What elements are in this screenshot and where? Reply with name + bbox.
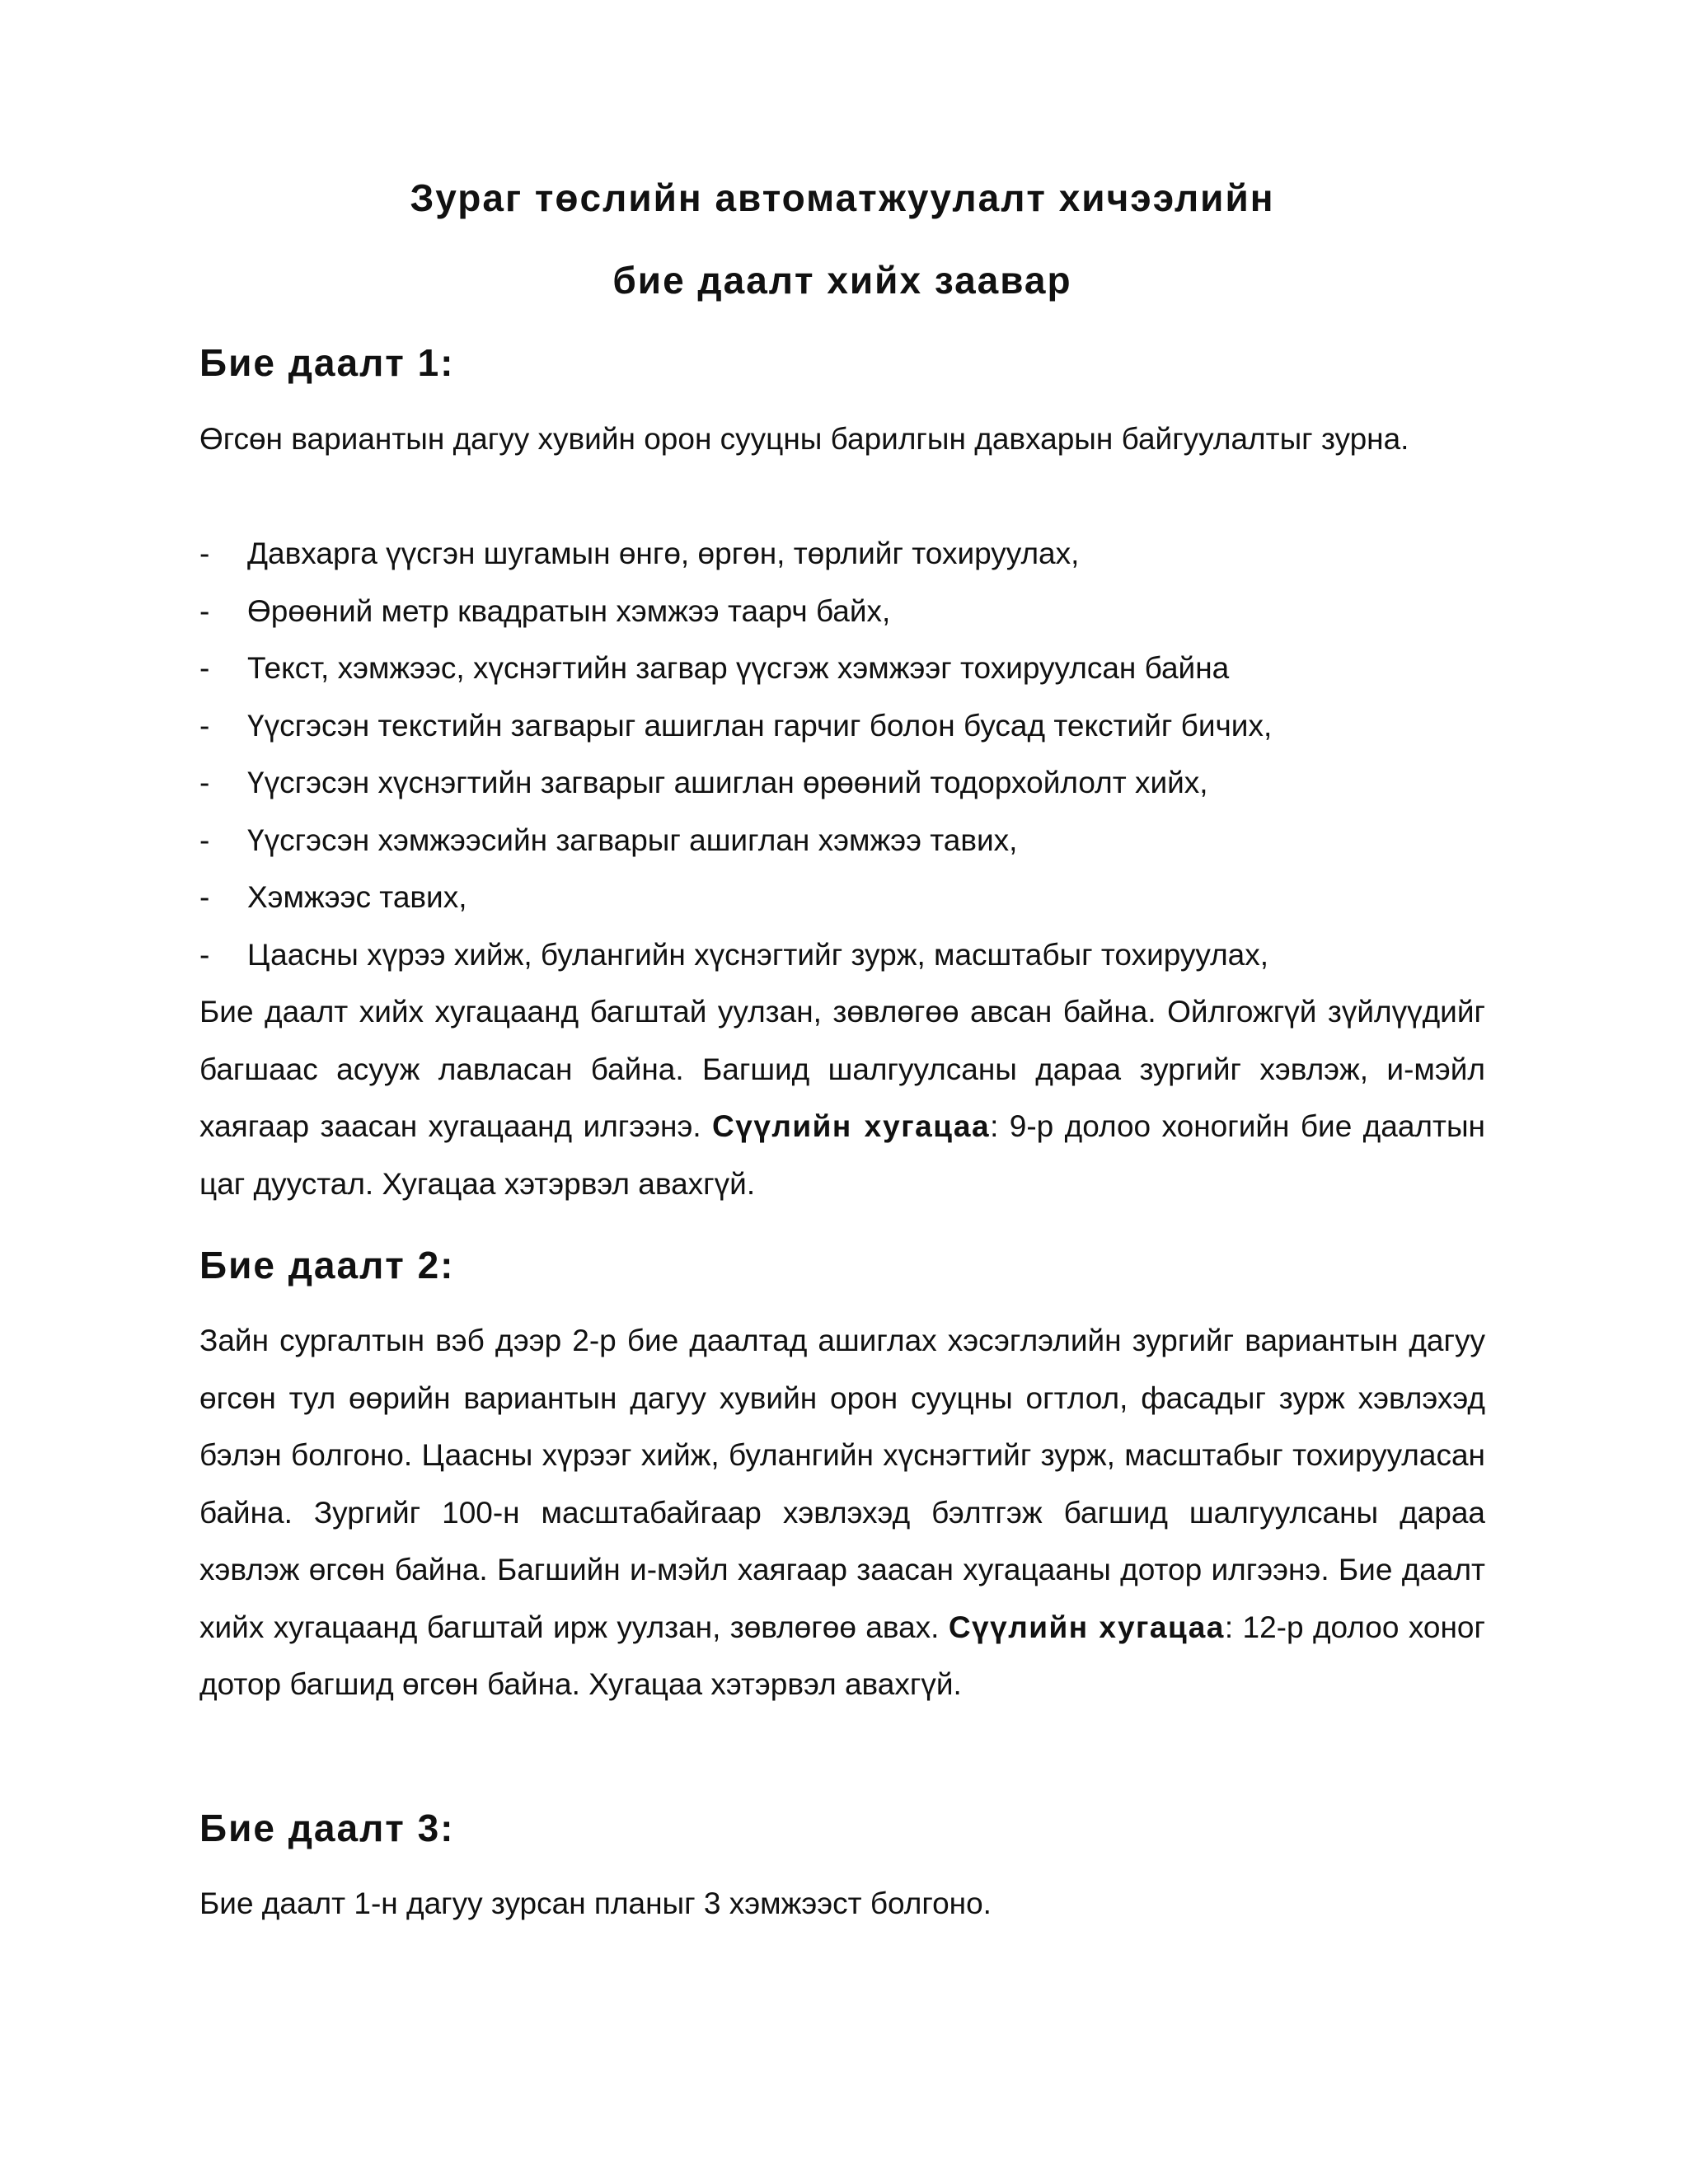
list-item-text: Үүсгэсэн хэмжээсийн загварыг ашиглан хэмжээ тавих, [247,823,1018,857]
section-1-body-text: Бие даалт хийх хугацаанд багштай уулзан, зөвлөгөө авсан байна. Ойлгожгүй зүйлүүдийг багшаас асууж лавласан байна. Багшид шалгуулсаны дараа зургийг хэвлэж, и-мэйл хаягаар заасан хугацаанд илгээнэ. [199,995,1485,1143]
section-1-heading: Бие даалт 1: [199,341,455,384]
list-bullet: - [199,593,210,628]
section-1-intro: Өгсөн вариантын дагуу хувийн орон сууцны барилгын давхарын байгуулалтыг зурна. [199,422,1409,456]
section-2-deadline-label: Сүүлийн хугацаа [948,1610,1225,1644]
list-bullet: - [199,651,210,685]
list-item-text: Өрөөний метр квадратын хэмжээ таарч байх, [247,593,891,628]
list-item-text: Үүсгэсэн хүснэгтийн загварыг ашиглан өрөөний тодорхойлолт хийх, [247,766,1208,799]
list-item [199,583,1485,640]
section-2-heading: Бие даалт 2: [199,1244,455,1286]
list-item [199,754,1485,812]
list-item-text: Цаасны хүрээ хийж, булангийн хүснэгтийг зурж, масштабыг тохируулах, [247,937,1269,972]
list-item [199,525,1485,583]
list-item-text: Текст, хэмжээс, хүснэгтийн загвар үүсгэж хэмжээг тохируулсан байна [247,651,1230,685]
list-bullet: - [199,766,210,799]
section-3-body: Бие даалт 1-н дагуу зурсан планыг 3 хэмжээст болгоно. [199,1886,992,1920]
list-item [199,640,1485,697]
section-2-deadline-text: : 12-р долоо хоног дотор багшид өгсөн байна. Хугацаа хэтэрвэл авахгүй. [199,1610,1486,1701]
list-bullet: - [199,880,210,914]
list-item-text: Давхарга үүсгэн шугамын өнгө, өргөн, төрлийг тохируулах, [247,537,1080,570]
list-bullet: - [199,937,210,972]
section-3-heading: Бие даалт 3: [199,1807,455,1849]
section-1-body [199,983,1485,1212]
section-2-body [199,1312,1485,1713]
list-item-text: Үүсгэсэн текстийн загварыг ашиглан гарчиг болон бусад текстийг бичих, [247,708,1273,743]
list-item [199,926,1485,984]
list-bullet: - [199,823,210,857]
list-item [199,812,1485,869]
list-item-text: Хэмжээс тавих, [247,880,467,914]
list-item [199,697,1485,755]
section-1-deadline-text: : 9-р долоо хоногийн бие даалтын цаг дуустал. Хугацаа хэтэрвэл авахгүй. [199,1109,1485,1201]
list-item [199,869,1485,926]
section-1-deadline-label: Сүүлийн хугацаа [712,1109,991,1143]
section-1-requirement-list [199,525,1485,983]
document-title-line-2: бие даалт хийх заавар [612,259,1072,302]
section-2-body-text: Зайн сургалтын вэб дээр 2-р бие даалтад ашиглах хэсэглэлийн зургийг вариантын дагуу өгсөн тул өөрийн вариантын дагуу хувийн орон сууцны огтлол, фасадыг зурж хэвлэхэд бэлэн болгоно. Цаасны хүрээг хийж, булангийн хүснэгтийг зурж, масштабыг тохирууласан байна. Зургийг 100-н масштабайгаар хэвлэхэд бэлтгэж багшид шалгуулсаны дараа хэвлэж өгсөн байна. Багшийн и-мэйл хаягаар заасан хугацааны дотор илгээнэ. Бие даалт хийх хугацаанд багштай ирж уулзан, зөвлөгөө авах. [199,1324,1485,1644]
list-bullet: - [199,537,210,570]
list-bullet: - [199,708,210,743]
document-title-line-1: Зураг төслийн автоматжуулалт хичээлийн [410,176,1275,219]
